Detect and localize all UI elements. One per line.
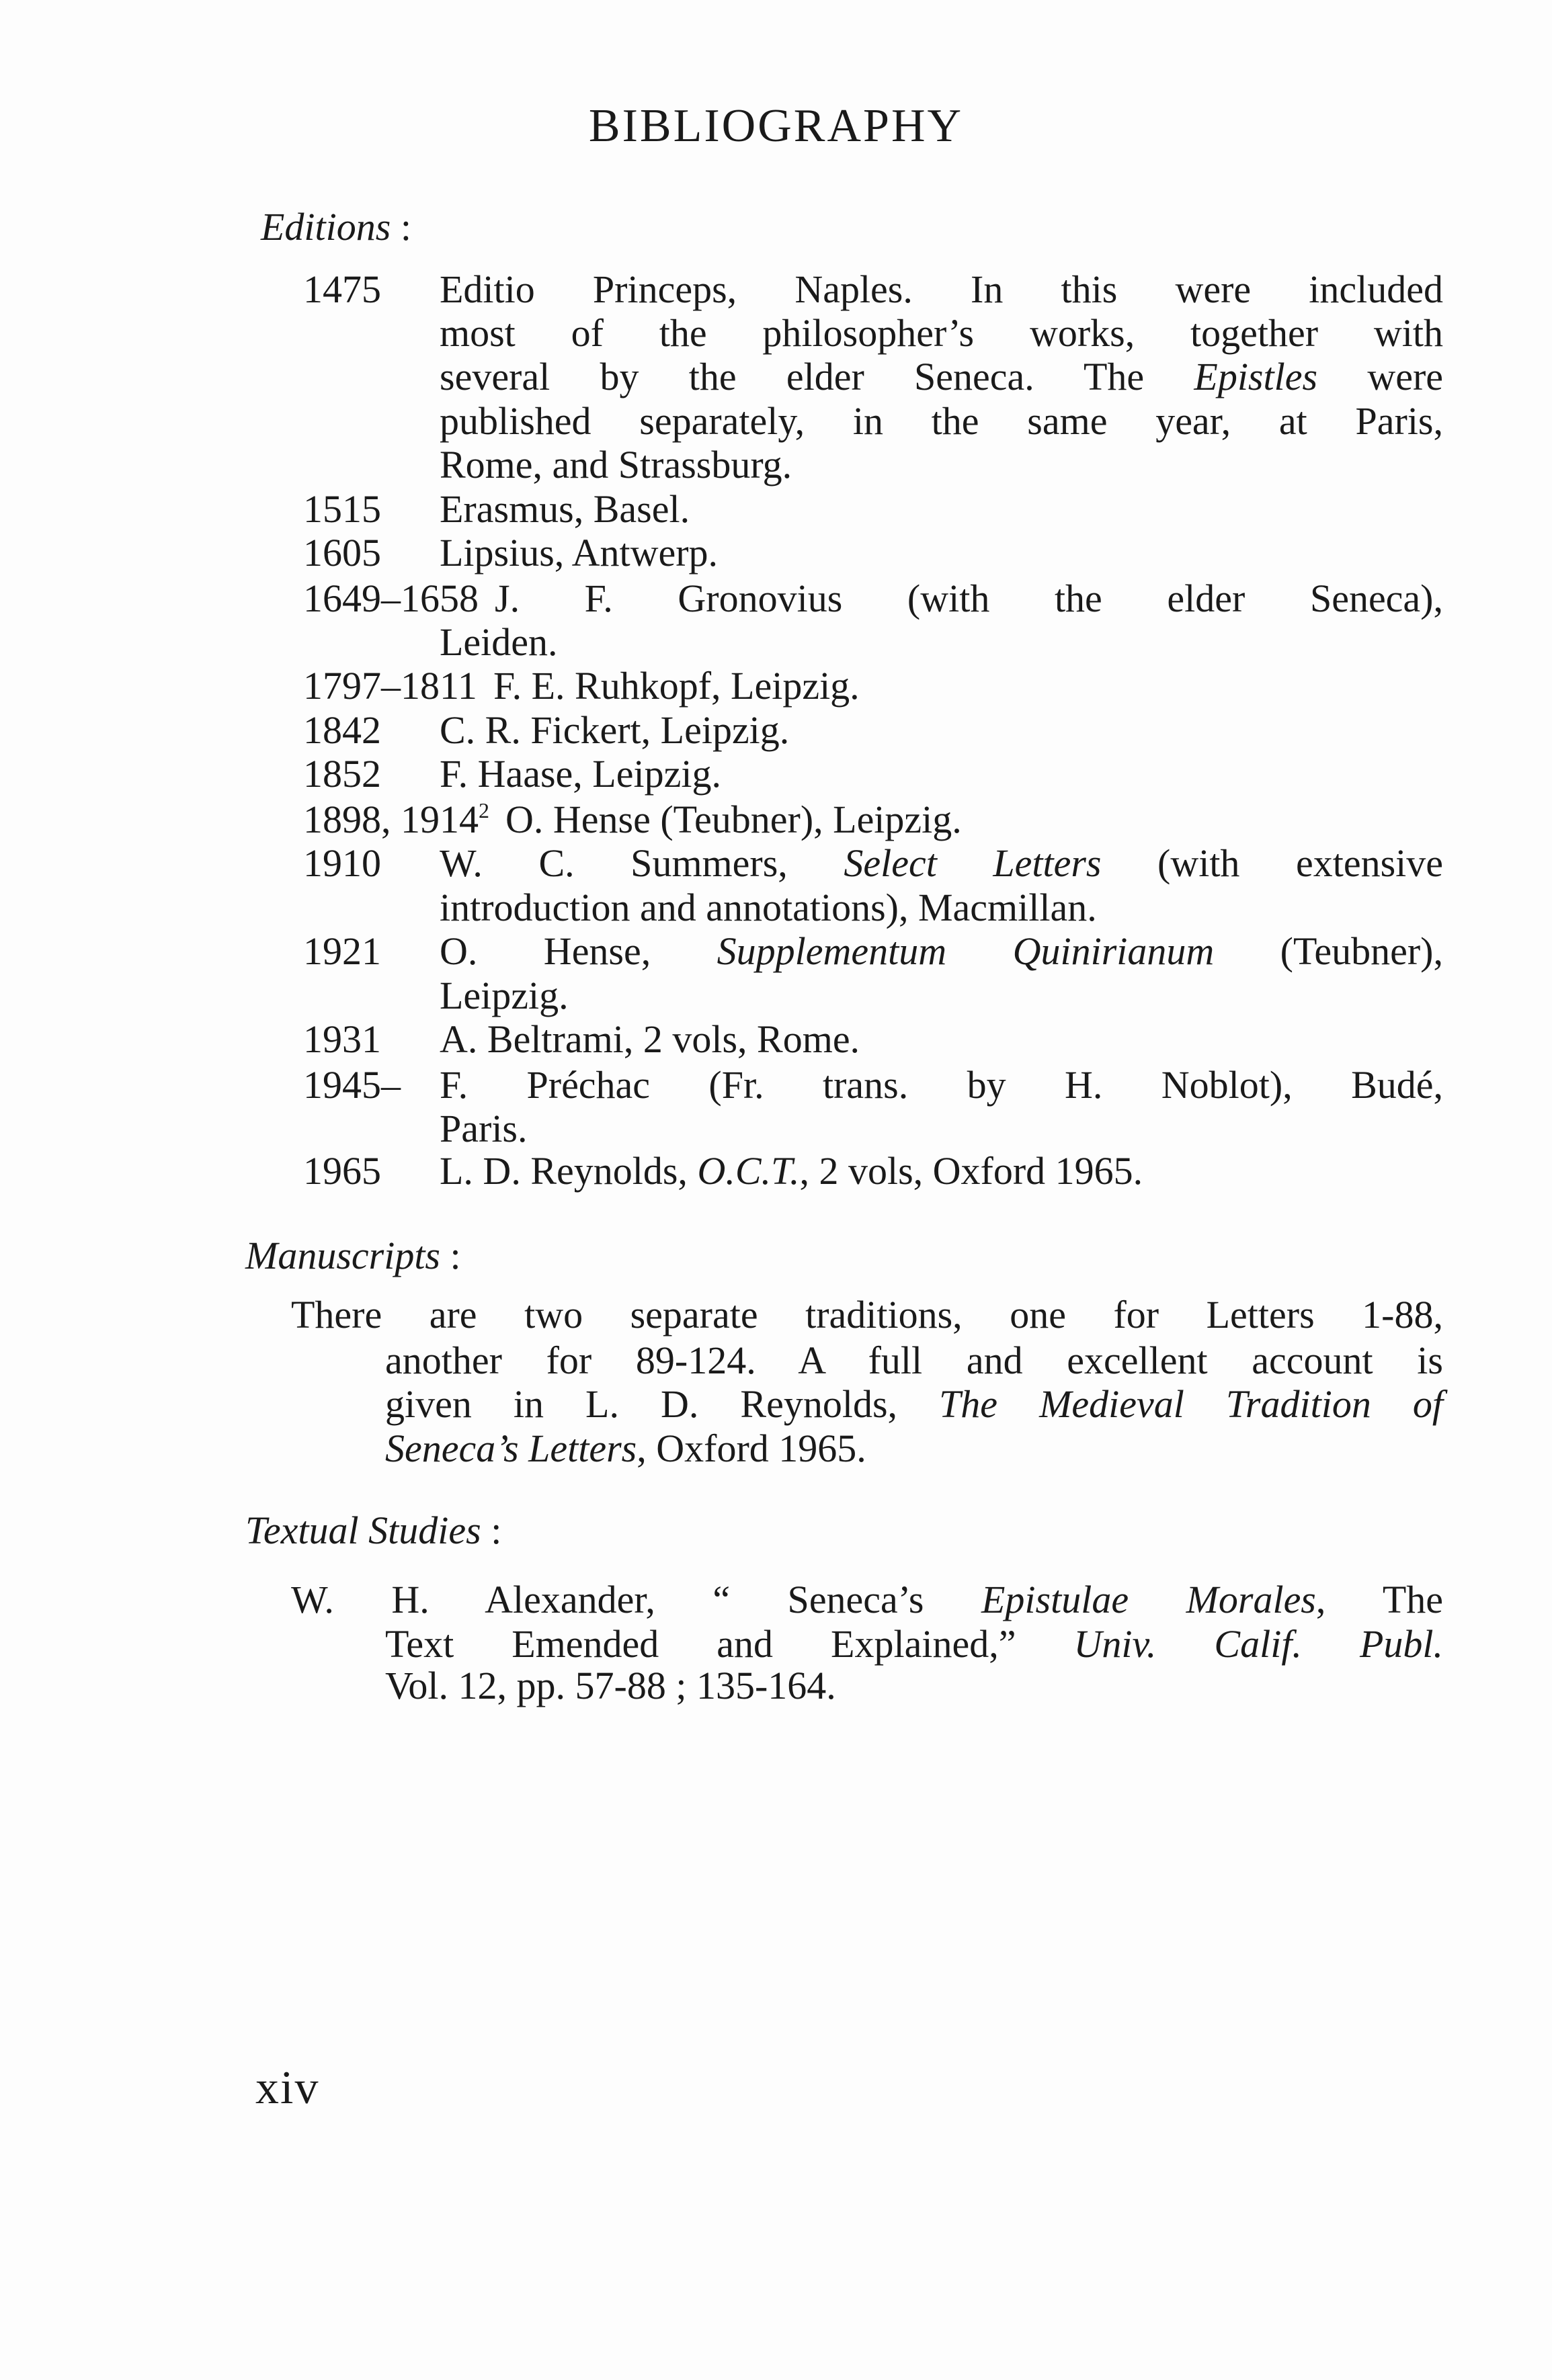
text-run: Editio Princeps, Naples. In this were included <box>440 267 1443 311</box>
textual-studies-heading-text: Textual Studies <box>245 1508 481 1552</box>
text-run: Paris. <box>440 1107 528 1150</box>
edition-entry-line <box>440 886 1097 929</box>
edition-entry-line <box>440 400 1443 443</box>
text-run: O. Hense, <box>440 929 717 973</box>
text-run: Vol. 12, pp. 57-88 ; 135-164. <box>385 1664 836 1707</box>
text-run: W. C. Summers, <box>440 841 844 885</box>
text-run: A. Beltrami, 2 vols, Rome. <box>440 1017 860 1061</box>
text-run: J. F. Gronovius (with the elder Seneca), <box>495 577 1443 620</box>
edition-entry-line <box>440 1107 528 1150</box>
text-run: W. H. Alexander, “ Seneca’s <box>291 1578 981 1621</box>
edition-entry-line <box>440 1018 860 1061</box>
text-run: There are two separate traditions, one for Letters 1-88, <box>291 1293 1443 1336</box>
edition-entry-line <box>495 577 1443 620</box>
edition-year: 1852 <box>303 752 381 796</box>
page-number: xiv <box>255 2062 320 2114</box>
text-run: F. E. Ruhkopf, Leipzig. <box>493 664 860 708</box>
edition-entry-line <box>440 1064 1443 1107</box>
edition-entry-line <box>440 930 1443 973</box>
manuscripts-line <box>385 1427 866 1470</box>
manuscripts-line <box>385 1339 1443 1382</box>
manuscripts-heading-text: Manuscripts <box>245 1234 440 1277</box>
italic-title-text: Seneca’s Letters <box>385 1427 637 1470</box>
italic-title-text: Epistles <box>1194 355 1318 398</box>
edition-year: 1965 <box>303 1149 381 1193</box>
textual-studies-line <box>385 1664 836 1707</box>
textual-studies-line <box>385 1623 1443 1666</box>
italic-title-text: Univ. Calif. Publ. <box>1073 1622 1443 1666</box>
edition-entry-line <box>440 1150 1143 1193</box>
text-run: another for 89-124. A full and excellent account is <box>385 1338 1443 1382</box>
edition-year: 1931 <box>303 1017 381 1061</box>
text-run: O. Hense (Teubner), Leipzig. <box>505 798 962 841</box>
text-run: , Oxford 1965. <box>637 1427 866 1470</box>
edition-entry-line <box>440 709 789 752</box>
edition-year: 1921 <box>303 929 381 973</box>
edition-entry-line <box>440 621 558 664</box>
manuscripts-heading <box>245 1234 461 1277</box>
edition-entry-line <box>440 312 1443 355</box>
edition-year: 1945– <box>303 1063 401 1107</box>
page-title: BIBLIOGRAPHY <box>588 100 964 152</box>
text-run: introduction and annotations), Macmillan. <box>440 886 1097 929</box>
text-run: Leipzig. <box>440 974 569 1017</box>
edition-superscript: 2 <box>479 798 489 822</box>
edition-entry-line <box>440 753 721 796</box>
edition-entry-line <box>505 798 962 841</box>
text-run: L. D. Reynolds, <box>440 1149 698 1193</box>
edition-year: 1649–1658 <box>303 577 479 620</box>
edition-entry-line <box>440 488 690 531</box>
edition-entry-line <box>440 268 1443 311</box>
edition-entry-line <box>440 443 792 486</box>
text-run: were <box>1317 355 1444 398</box>
edition-entry-line <box>440 532 718 575</box>
edition-entry-line <box>440 974 569 1017</box>
text-run: Lipsius, Antwerp. <box>440 531 719 575</box>
edition-entry-line <box>493 665 860 708</box>
heading-colon: : <box>391 205 411 249</box>
editions-heading-text: Editions <box>261 205 391 249</box>
text-run: F. Préchac (Fr. trans. by H. Noblot), Budé, <box>440 1063 1443 1107</box>
edition-year: 1605 <box>303 531 381 575</box>
textual-studies-line <box>291 1578 1443 1621</box>
heading-colon: : <box>440 1234 461 1277</box>
edition-entry-line <box>440 842 1443 885</box>
text-run: , 2 vols, Oxford 1965. <box>799 1149 1143 1193</box>
italic-title-text: Select Letters <box>844 841 1102 885</box>
text-run: Erasmus, Basel. <box>440 487 690 531</box>
edition-year: 1842 <box>303 708 381 752</box>
text-run: Rome, and Strassburg. <box>440 443 792 486</box>
edition-entry-line <box>440 355 1443 398</box>
text-run: (Teubner), <box>1214 929 1443 973</box>
text-run: C. R. Fickert, Leipzig. <box>440 708 790 752</box>
italic-title-text: Epistulae Morales <box>981 1578 1316 1621</box>
italic-title-text: Supplementum Quinirianum <box>717 929 1215 973</box>
edition-year: 1797–1811 <box>303 664 477 708</box>
text-run: most of the philosopher’s works, together with <box>440 311 1443 355</box>
manuscripts-line <box>385 1383 1443 1426</box>
manuscripts-line <box>291 1293 1443 1336</box>
textual-studies-heading <box>245 1509 501 1552</box>
edition-year: 1515 <box>303 487 381 531</box>
text-run: given in L. D. Reynolds, <box>385 1382 940 1426</box>
heading-colon: : <box>481 1508 502 1552</box>
text-run: several by the elder Seneca. The <box>440 355 1194 398</box>
text-run: Leiden. <box>440 620 558 664</box>
italic-title-text: O.C.T. <box>697 1149 800 1193</box>
text-run: , The <box>1315 1578 1444 1621</box>
text-run: published separately, in the same year, at Paris, <box>440 399 1443 443</box>
editions-heading <box>261 206 411 249</box>
edition-year: 1898, 1914$^2$ <box>303 798 489 841</box>
italic-title-text: The Medieval Tradition of <box>939 1382 1443 1426</box>
edition-year: 1475 <box>303 267 381 311</box>
text-run: (with extensive <box>1101 841 1444 885</box>
text-run: Text Emended and Explained,” <box>385 1622 1074 1666</box>
edition-year: 1910 <box>303 841 381 885</box>
text-run: F. Haase, Leipzig. <box>440 752 721 796</box>
